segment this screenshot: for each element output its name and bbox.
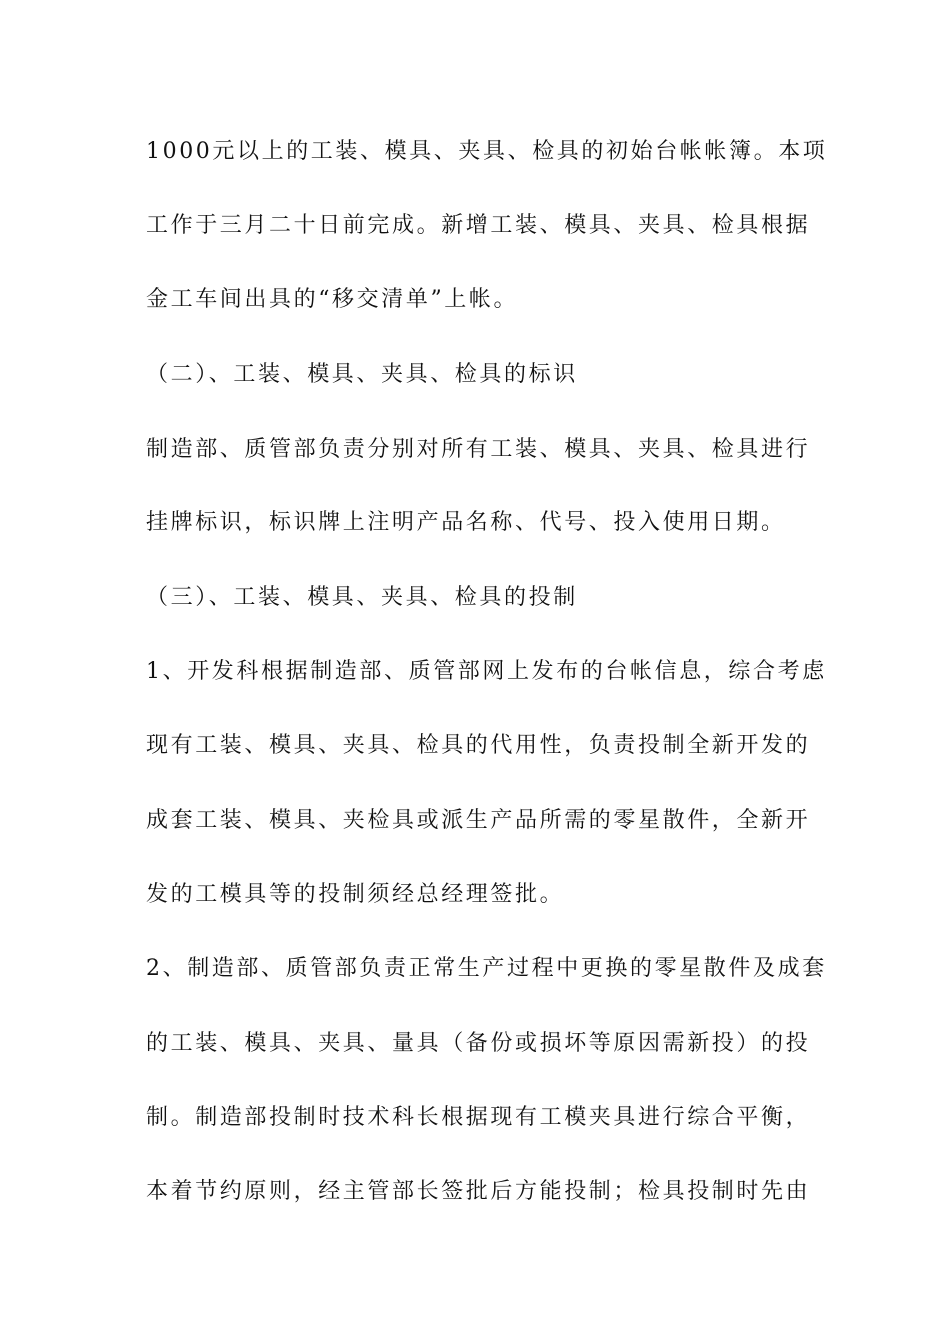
paragraph-line: 制造部、质管部负责分别对所有工装、模具、夹具、检具进行	[146, 437, 811, 462]
paragraph-line: 2、制造部、质管部负责正常生产过程中更换的零星散件及成套	[146, 956, 827, 981]
paragraph-line: 制。制造部投制时技术科长根据现有工模夹具进行综合平衡，	[146, 1105, 811, 1130]
paragraph-line: 的工装、模具、夹具、量具（备份或损坏等原因需新投）的投	[146, 1031, 811, 1056]
paragraph-line: 挂牌标识，标识牌上注明产品名称、代号、投入使用日期。	[146, 510, 786, 535]
paragraph-line: 发的工模具等的投制须经总经理签批。	[146, 882, 565, 907]
paragraph-line: 成套工装、模具、夹检具或派生产品所需的零星散件，全新开	[146, 808, 811, 833]
paragraph-line: 现有工装、模具、夹具、检具的代用性，负责投制全新开发的	[146, 733, 811, 758]
paragraph-line: 工作于三月二十日前完成。新增工装、模具、夹具、检具根据	[146, 213, 811, 238]
section-heading: （三）、工装、模具、夹具、检具的投制	[146, 585, 578, 610]
paragraph-line: 本着节约原则，经主管部长签批后方能投制；检具投制时先由	[146, 1179, 811, 1204]
section-heading: （二）、工装、模具、夹具、检具的标识	[146, 362, 578, 387]
paragraph-line: 1000元以上的工装、模具、夹具、检具的初始台帐帐簿。本项	[146, 139, 828, 164]
paragraph-line: 1、开发科根据制造部、质管部网上发布的台帐信息，综合考虑	[146, 659, 827, 684]
paragraph-line: 金工车间出具的“移交清单”上帐。	[146, 287, 519, 312]
